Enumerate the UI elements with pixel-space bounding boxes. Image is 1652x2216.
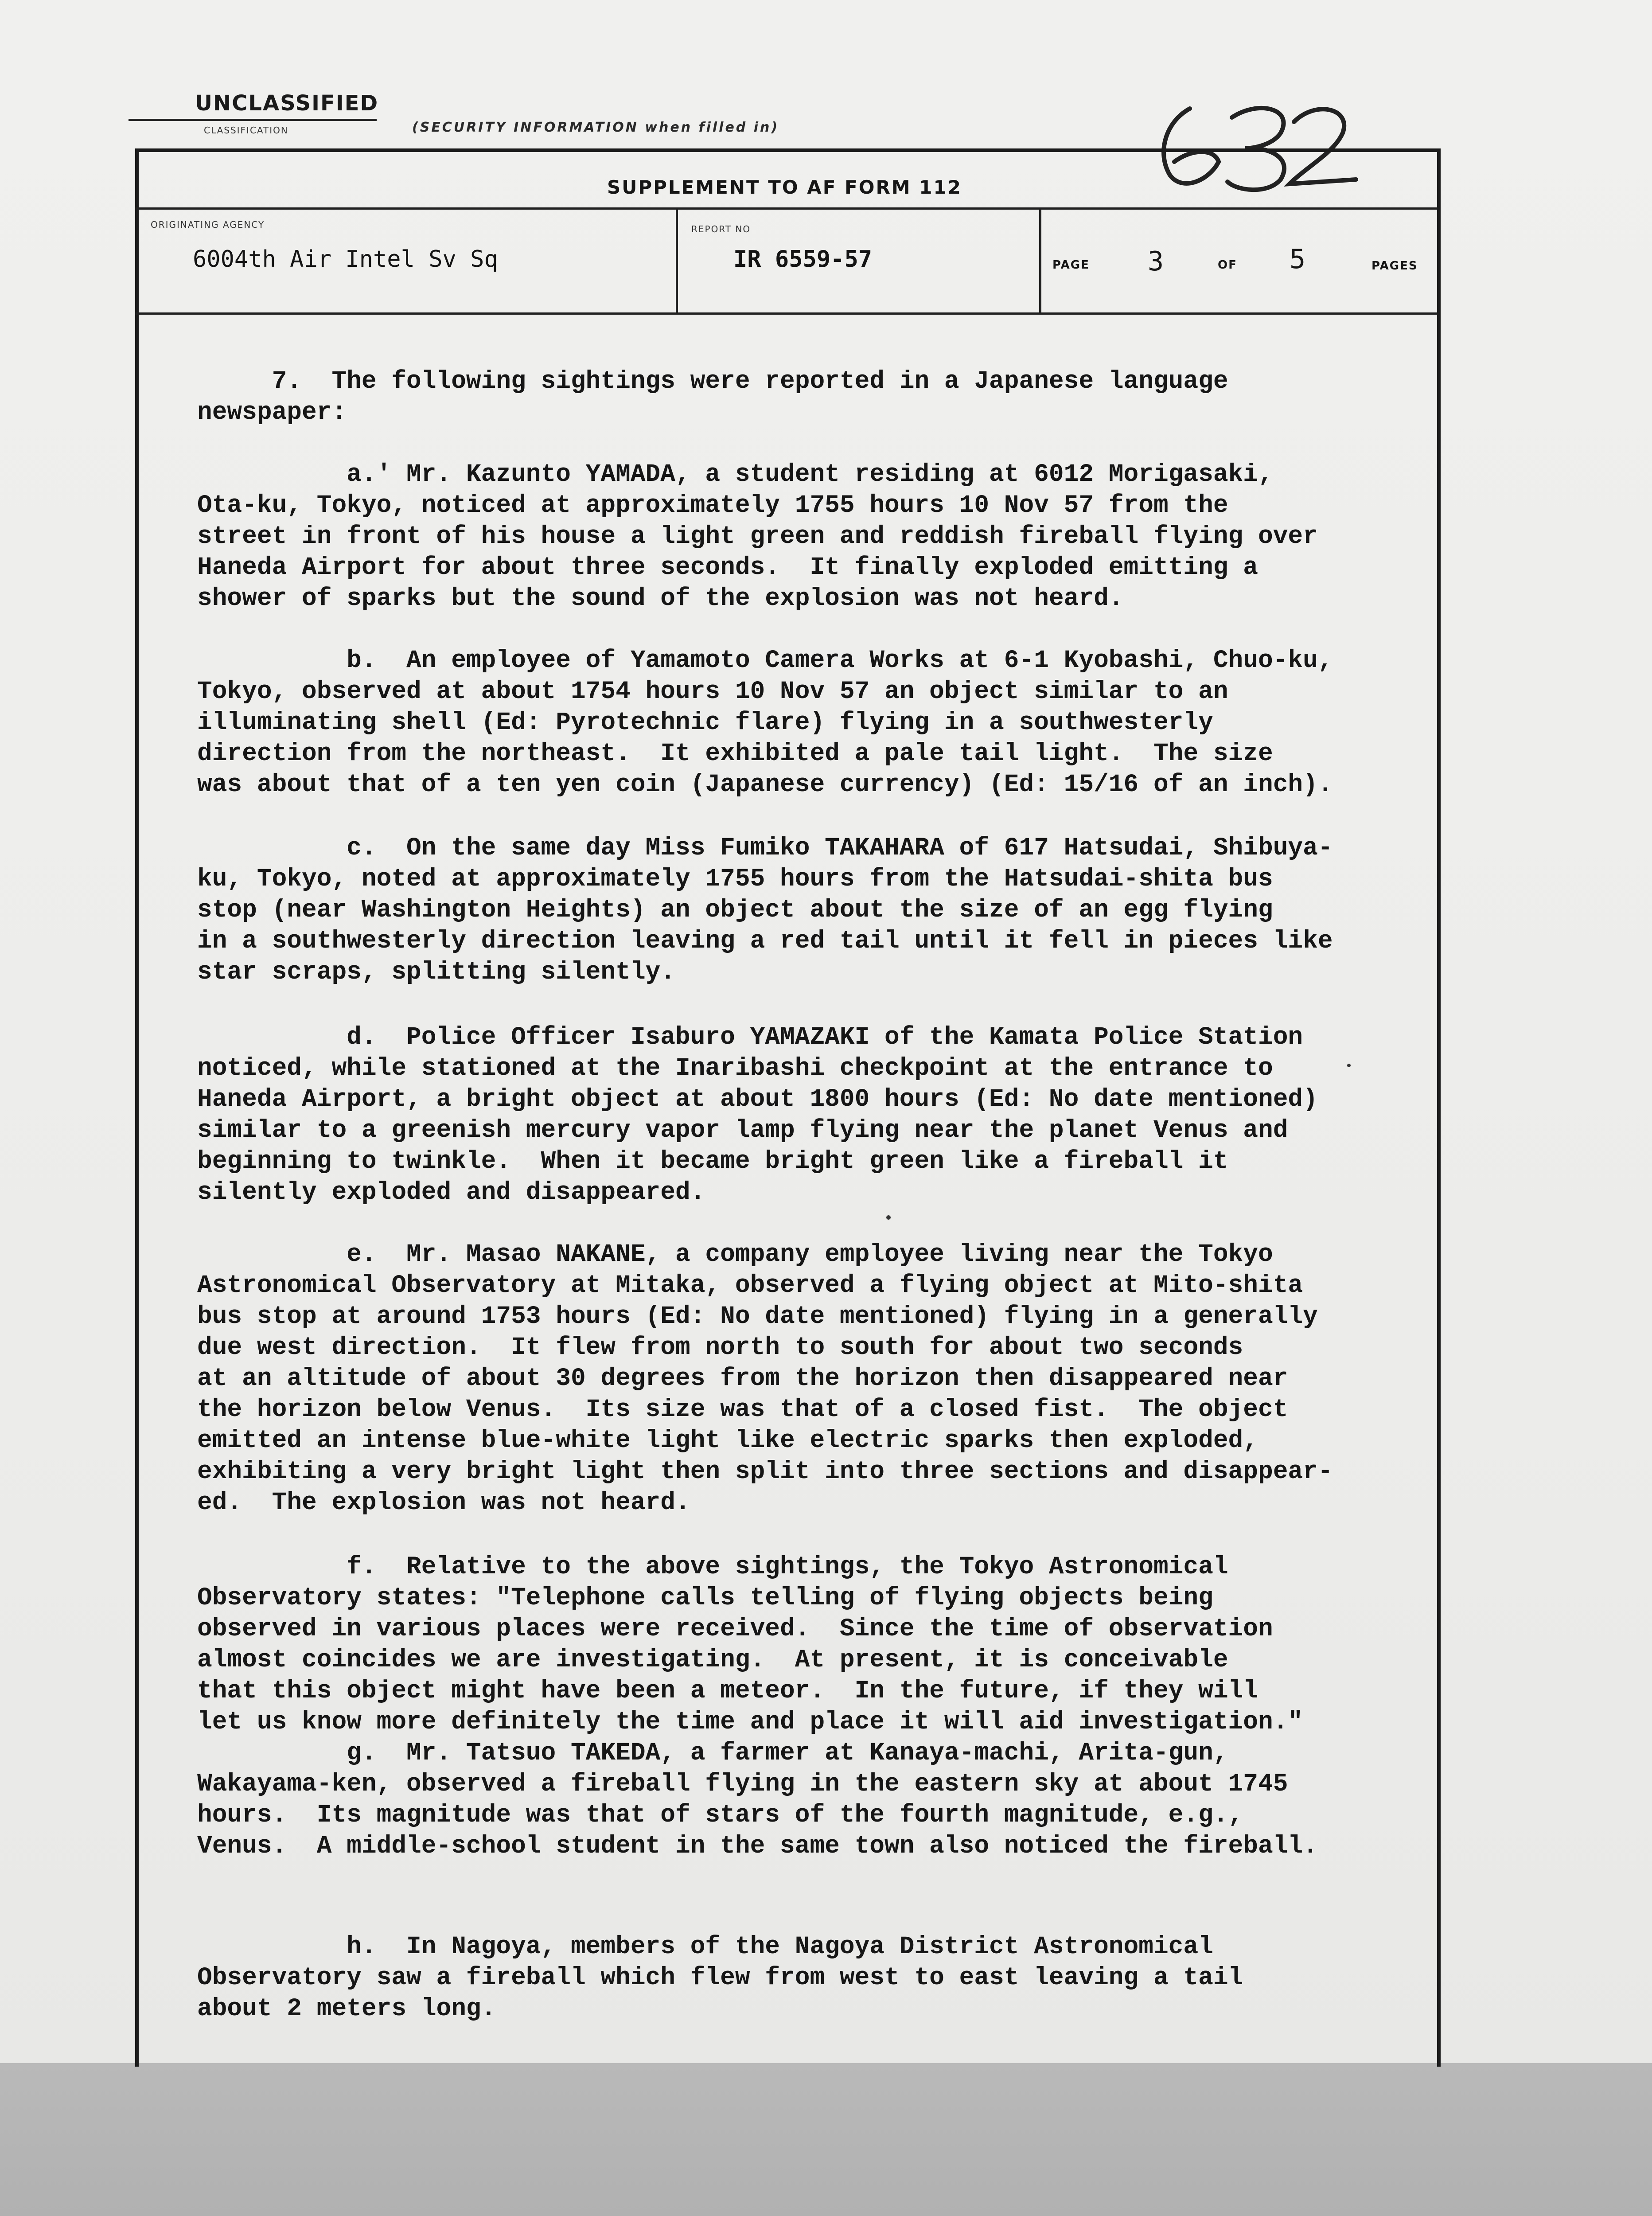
paragraph-7: 7. The following sightings were reported in a Japanese language newspaper: bbox=[197, 367, 1228, 426]
classification-underline bbox=[129, 119, 377, 121]
form-divider-top bbox=[135, 207, 1437, 210]
of-label: OF bbox=[1218, 258, 1237, 272]
paragraph-c: c. On the same day Miss Fumiko TAKAHARA of 617 Hatsudai, Shibuya- ku, Tokyo, noted at approximately 1755 hours from the Hatsudai-shita bus stop (near Washington Heights) an object about the size of an egg flying in a southwesterly direction leaving a red tail until it fell in pieces like star scraps, splitting silently. bbox=[197, 834, 1333, 986]
paragraph-h: h. In Nagoya, members of the Nagoya District Astronomical Observatory saw a fireball which flew from west to east leaving a tail about 2 meters long. bbox=[197, 1932, 1243, 2023]
form-divider-bottom bbox=[135, 312, 1437, 315]
pages-label: PAGES bbox=[1371, 259, 1418, 273]
page-label: PAGE bbox=[1052, 258, 1090, 272]
page-number: 3 bbox=[1148, 246, 1164, 277]
paragraph-g: g. Mr. Tatsuo TAKEDA, a farmer at Kanaya-machi, Arita-gun, Wakayama-ken, observed a fireball flying in the eastern sky at about 1745 hours. Its magnitude was that of stars of the fourth magnitude, e.g., Venus. A middle-school student in the same town also noticed the fireball. bbox=[197, 1739, 1318, 1860]
form-column-divider-1 bbox=[676, 208, 678, 314]
paragraph-d: d. Police Officer Isaburo YAMAZAKI of the Kamata Police Station noticed, while stationed at the Inaribashi checkpoint at the entrance to Haneda Airport, a bright object at about 1800 hours (Ed: No date mentioned) similar to a greenish mercury vapor lamp flying near the planet Venus and beginning to twinkle. When it became bright green like a fireball it silently exploded and disappeared. bbox=[197, 1023, 1318, 1206]
report-no-value: IR 6559-57 bbox=[733, 246, 873, 273]
page-total: 5 bbox=[1290, 244, 1306, 275]
security-information-note: (SECURITY INFORMATION when filled in) bbox=[412, 120, 779, 135]
scan-speck bbox=[1347, 1064, 1351, 1067]
page-bottom-shadow bbox=[0, 2063, 1652, 2216]
paragraph-f: f. Relative to the above sightings, the Tokyo Astronomical Observatory states: "Telephone calls telling of flying objects being observed in various places were received. Since the time of observation almost coincides we are investigating. At present, it is conceivable that this object might have been a meteor. In the future, if they will let us know more definitely the time and place it will aid investigation." bbox=[197, 1553, 1303, 1736]
originating-agency-label: ORIGINATING AGENCY bbox=[151, 219, 265, 230]
classification-marking: UNCLASSIFIED bbox=[195, 91, 379, 116]
paragraph-b: b. An employee of Yamamoto Camera Works at 6-1 Kyobashi, Chuo-ku, Tokyo, observed at about 1754 hours 10 Nov 57 an object similar to an illuminating shell (Ed: Pyrotechnic flare) flying in a southwesterly direction from the northeast. It exhibited a pale tail light. The size was about that of a ten yen coin (Japanese currency) (Ed: 15/16 of an inch). bbox=[197, 646, 1333, 799]
originating-agency-value: 6004th Air Intel Sv Sq bbox=[193, 246, 498, 273]
classification-label: CLASSIFICATION bbox=[204, 125, 288, 136]
paragraph-e: e. Mr. Masao NAKANE, a company employee living near the Tokyo Astronomical Observatory at Mitaka, observed a flying object at Mito-shita bus stop at around 1753 hours (Ed: No date mentioned) flying in a generally due west direction. It flew from north to south for about two seconds at an altitude of about 30 degrees from the horizon then disappeared near the horizon below Venus. Its size was that of a closed fist. The object emitted an intense blue-white light like electric sparks then exploded, exhibiting a very bright light then split into three sections and disappear- ed. The explosion was not heard. bbox=[197, 1240, 1333, 1517]
scan-speck bbox=[886, 1215, 891, 1220]
report-no-label: REPORT NO bbox=[691, 224, 751, 234]
form-column-divider-2 bbox=[1039, 208, 1041, 314]
paragraph-a: a.' Mr. Kazunto YAMADA, a student residing at 6012 Morigasaki, Ota-ku, Tokyo, noticed at approximately 1755 hours 10 Nov 57 from the street in front of his house a light green and reddish fireball flying over Haneda Airport for about three seconds. It finally exploded emitting a shower of sparks but the sound of the explosion was not heard. bbox=[197, 460, 1318, 613]
form-title: SUPPLEMENT TO AF FORM 112 bbox=[607, 176, 962, 198]
